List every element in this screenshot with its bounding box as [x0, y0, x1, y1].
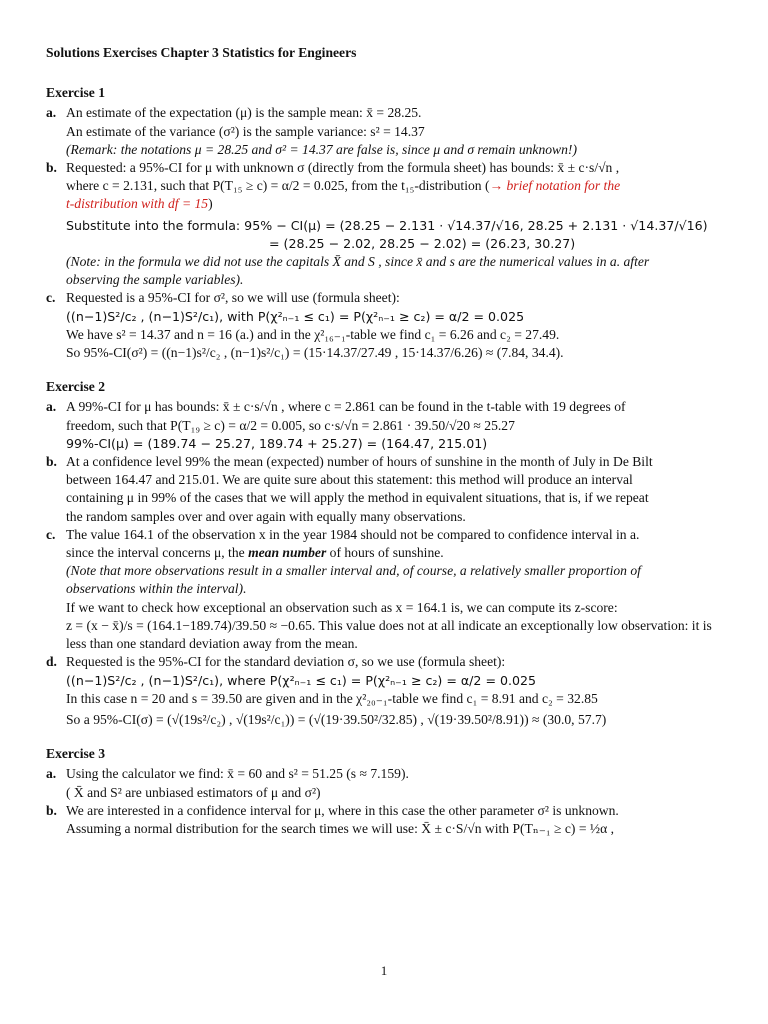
exercise-1b: [46, 159, 726, 289]
item-label: a.: [46, 766, 57, 782]
ex1b-note-2: observing the sample variables).: [66, 272, 244, 288]
ex2b-line-1: At a confidence level 99% the mean (expected) number of hours of sunshine in the month of July in De Bilt: [66, 454, 653, 470]
ex2d-result: So a 95%-CI(σ) = (√(19s²/c₂) , √(19s²/c₁)) = (√(19·39.50²/32.85) , √(19·39.50²/8.91)) ≈ (30.0, 57.7): [66, 711, 607, 727]
exercise-2-heading: Exercise 2: [46, 379, 106, 395]
ex2c-line-7: less than one standard deviation away from the mean.: [66, 636, 358, 652]
ex2a-line-1: A 99%-CI for μ has bounds: x̄ ± c·s/√n , where c = 2.861 can be found in the t-table with 19 degrees of: [66, 399, 626, 415]
document-title: Solutions Exercises Chapter 3 Statistics for Engineers: [46, 45, 357, 60]
ex2c-note-1: (Note that more observations result in a smaller interval and, of course, a relatively smaller proportion of: [66, 563, 641, 579]
ex2d-line-3: In this case n = 20 and s = 39.50 are given and in the χ²₂₀₋₁-table we find c₁ = 8.91 and c₂ = 32.85: [66, 690, 598, 706]
item-label: d.: [46, 654, 57, 670]
ex1a-remark: (Remark: the notations μ = 28.25 and σ² = 14.37 are false is, since μ and σ remain unknown!): [66, 141, 577, 157]
ex2b-line-4: the random samples over and over again with equally many observations.: [66, 508, 466, 524]
ex1b-line-2-text: where c = 2.131, such that P(T₁₅ ≥ c) = α/2 = 0.025, from the t₁₅-distribution (: [66, 178, 490, 194]
ex1b-line-1: Requested: a 95%-CI for μ with unknown σ (directly from the formula sheet) has bounds: x̄ ± c·s/√n ,: [66, 160, 620, 176]
exercise-1a: [46, 104, 726, 159]
ex1a-line-1: An estimate of the expectation (μ) is the sample mean: x̄ = 28.25.: [66, 105, 422, 121]
ex2c-line-2: [66, 544, 726, 562]
ex2c-line-1: The value 164.1 of the observation x in the year 1984 should not be compared to confidence interval in a.: [66, 526, 640, 542]
ex3a-line-1: Using the calculator we find: x̄ = 60 and s² = 51.25 (s ≈ 7.159).: [66, 766, 409, 782]
exercise-2a: [46, 398, 726, 453]
ex1c-formula: ((n−1)S²/c₂ , (n−1)S²/c₁), with P(χ²ₙ₋₁ ≤ c₁) = P(χ²ₙ₋₁ ≥ c₂) = α/2 = 0.025: [66, 308, 525, 324]
exercise-1c: [46, 289, 726, 362]
exercise-1-heading: Exercise 1: [46, 85, 106, 101]
item-label: a.: [46, 399, 57, 415]
exercise-3a: [46, 765, 726, 801]
ex1c-result: So 95%-CI(σ²) = ((n−1)s²/c₂ , (n−1)s²/c₁) = (15·14.37/27.49 , 15·14.37/6.26) ≈ (7.84, 34.4).: [66, 345, 564, 361]
item-label: c.: [46, 290, 56, 306]
exercise-3b: [46, 802, 726, 838]
ex2b-line-3: containing μ in 99% of the cases that we will apply the method in equivalent situations, that is, if we repeat: [66, 490, 649, 506]
ex2c-mean-number: mean number: [248, 545, 327, 561]
ex3b-line-1: We are interested in a confidence interval for μ, where in this case the other parameter σ² is unknown.: [66, 802, 619, 818]
ex3a-line-2: ( X̄ and S² are unbiased estimators of μ and σ²): [66, 784, 321, 800]
ex2c-line-2-pre: since the interval concerns μ, the: [66, 545, 249, 561]
exercise-3-heading: Exercise 3: [46, 746, 106, 762]
ex1b-line-2: [66, 177, 726, 195]
ex2c-line-5: If we want to check how exceptional an observation such as x = 164.1 is, we can compute its z-score:: [66, 599, 618, 615]
ex1b-red-note-1: → brief notation for the: [489, 178, 621, 194]
ex1b-note-1: (Note: in the formula we did not use the capitals X̄ and S , since x̄ and s are the numerical values in a. after: [66, 254, 650, 270]
page-number: 1: [380, 963, 388, 978]
item-label: b.: [46, 802, 57, 818]
ex1b-line-3-end: ): [208, 196, 213, 212]
ex2d-formula: ((n−1)S²/c₂ , (n−1)S²/c₁), where P(χ²ₙ₋₁ ≤ c₁) = P(χ²ₙ₋₁ ≥ c₂) = α/2 = 0.025: [66, 672, 537, 688]
ex2c-note-2: observations within the interval).: [66, 581, 247, 597]
ex2c-z-score: z = (x − x̄)/s = (164.1−189.74)/39.50 ≈ −0.65. This value does not at all indicate an exceptionally low observation: it is: [66, 617, 712, 633]
ex2a-result: 99%-CI(μ) = (189.74 − 25.27, 189.74 + 25.27) = (164.47, 215.01): [66, 435, 488, 451]
ex1b-formula: Substitute into the formula: 95% − CI(μ) = (28.25 − 2.131 · √14.37/√16, 28.25 + 2.131 · √14.37/√16): [66, 217, 708, 233]
ex2a-line-2: freedom, such that P(T₁₉ ≥ c) = α/2 = 0.005, so c·s/√n = 2.861 · 39.50/√20 ≈ 25.27: [66, 417, 515, 433]
ex1c-line-3: We have s² = 14.37 and n = 16 (a.) and in the χ²₁₆₋₁-table we find c₁ = 6.26 and c₂ = 27.49.: [66, 326, 560, 342]
ex1a-line-2: An estimate of the variance (σ²) is the sample variance: s² = 14.37: [66, 123, 425, 139]
ex2b-line-2: between 164.47 and 215.01. We are quite sure about this statement: this method will produce an interval: [66, 472, 633, 488]
ex2c-line-2-post: of hours of sunshine.: [326, 545, 444, 561]
ex1b-line-3: [66, 195, 726, 213]
document-content: [46, 44, 726, 838]
item-label: b.: [46, 160, 57, 176]
exercise-2d: [46, 653, 726, 729]
ex1b-result: = (28.25 − 2.02, 28.25 − 2.02) = (26.23, 30.27): [269, 235, 576, 251]
exercise-2b: [46, 453, 726, 526]
ex2d-line-1: Requested is the 95%-CI for the standard deviation σ, so we use (formula sheet):: [66, 654, 506, 670]
item-label: b.: [46, 454, 57, 470]
ex3b-line-2: Assuming a normal distribution for the search times we will use: X̄ ± c·S/√n with P(Tₙ₋₁ ≥ c) = ½α ,: [66, 820, 615, 836]
item-label: c.: [46, 526, 56, 542]
ex1b-red-note-2: t-distribution with df = 15: [66, 196, 209, 212]
ex1c-line-1: Requested is a 95%-CI for σ², so we will use (formula sheet):: [66, 290, 400, 306]
exercise-2c: [46, 526, 726, 653]
item-label: a.: [46, 105, 57, 121]
